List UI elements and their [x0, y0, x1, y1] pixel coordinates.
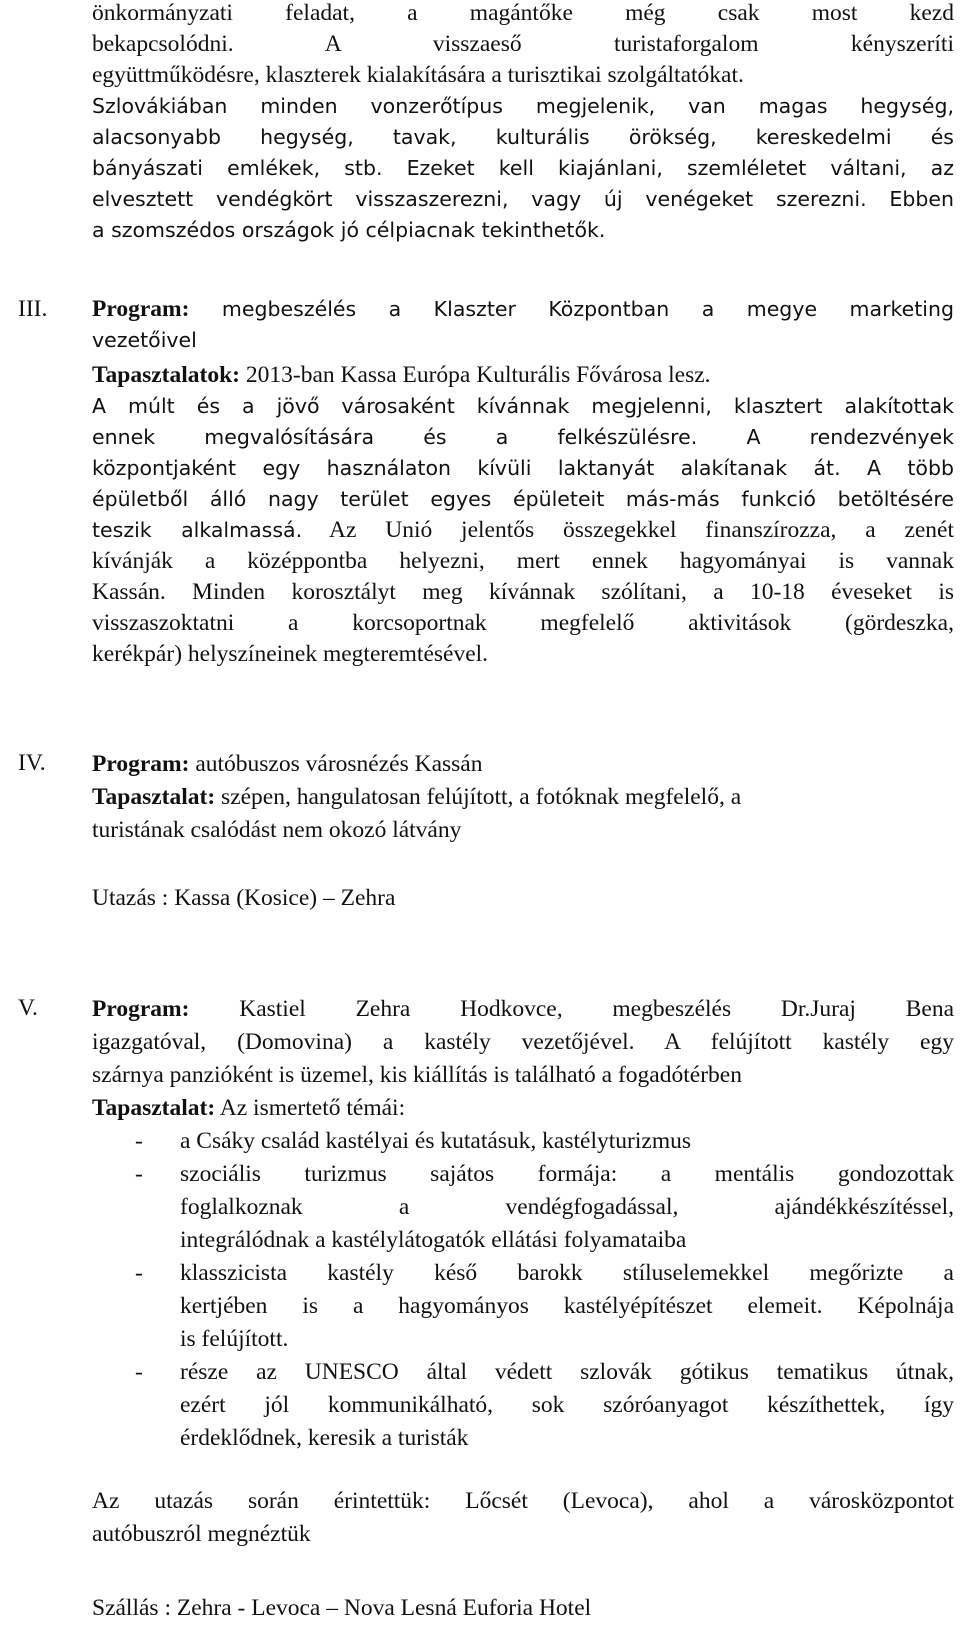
section3-sans-paragraph — [92, 391, 954, 515]
text-line: vezetőivel — [92, 328, 197, 352]
text-fragment: teszik alkalmassá. — [92, 518, 303, 542]
text-line: bányászati emlékek, stb. Ezeket kell kiajánlani, szemléletet váltani, az — [92, 156, 954, 180]
program-label: Program: — [92, 296, 190, 322]
text-line: a Csáky család kastélyai és kutatásuk, kastélyturizmus — [180, 1128, 691, 1154]
trip-paragraph — [92, 1485, 954, 1551]
text-line — [92, 993, 954, 1026]
text-line: igazgatóval, (Domovina) a kastély vezetőjével. A felújított kastély egy — [92, 1029, 954, 1055]
experience-label: Tapasztalat: — [92, 784, 216, 810]
text-line: klasszicista kastély késő barokk stíluselemekkel megőrizte a — [180, 1260, 954, 1286]
list-item — [135, 1356, 954, 1455]
text-line: része az UNESCO által védett szlovák gótikus tematikus útnak, — [180, 1359, 954, 1385]
text-line: Az utazás során érintettük: Lőcsét (Levoca), ahol a városközpontot — [92, 1488, 954, 1514]
section3-mixed-line — [92, 515, 954, 548]
section3-serif-paragraph — [92, 546, 954, 670]
text-line: épületből álló nagy terület egyes épületeit más-más funkció betöltésére — [92, 487, 954, 511]
experience-label: Tapasztalatok: — [92, 362, 240, 388]
text-line: központjaként egy használaton kívüli laktanyát alakítanak át. A több — [92, 456, 954, 480]
program-text: Kastiel Zehra Hodkovce, megbeszélés Dr.Juraj Bena — [239, 996, 955, 1022]
section-number: IV. — [18, 750, 46, 776]
experience-label: Tapasztalat: — [92, 1095, 216, 1121]
text-line: szárnya panzióként is üzemel, kis kiállítás is található a fogadótérben — [92, 1062, 742, 1088]
text-line: turistának csalódást nem okozó látvány — [92, 817, 462, 843]
text-line: kertjében is a hagyományos kastélyépítészet elemeit. Képolnája — [180, 1293, 954, 1319]
text-line: Szlovákiában minden vonzerőtípus megjelenik, van magas hegység, — [92, 94, 954, 118]
program-label: Program: — [92, 751, 190, 777]
text-line: visszaszoktatni a korcsoportnak megfelelő aktivitások (gördeszka, — [92, 610, 954, 636]
experience-text: 2013-ban Kassa Európa Kulturális Fővárosa lesz. — [245, 362, 711, 388]
bullet-dash: - — [135, 1260, 143, 1286]
text-fragment: Az Unió jelentős összegekkel finanszírozza, a zenét — [329, 517, 955, 543]
text-line: bekapcsolódni. A visszaeső turistaforgalom kényszeríti — [92, 31, 954, 57]
bullet-dash: - — [135, 1161, 143, 1187]
lodging-line — [92, 1592, 954, 1625]
text-line — [92, 294, 954, 325]
text-line — [92, 1092, 954, 1125]
list-item — [135, 1158, 954, 1257]
text-line: a szomszédos országok jó célpiacnak tekinthetők. — [92, 218, 606, 242]
list-item — [135, 1257, 954, 1356]
text-line: autóbuszról megnéztük — [92, 1521, 311, 1547]
section3-experience — [92, 360, 954, 391]
text-line: ezért jól kommunikálható, sok szóróanyagot készíthettek, így — [180, 1392, 954, 1418]
text-line: is felújított. — [180, 1326, 289, 1352]
text-line — [92, 360, 954, 391]
section5-program — [92, 993, 954, 1125]
text-line — [92, 515, 954, 548]
list-item — [135, 1125, 954, 1158]
experience-text: szépen, hangulatosan felújított, a fotóknak megfelelő, a — [221, 784, 742, 810]
bullet-dash: - — [135, 1128, 143, 1154]
bullet-dash: - — [135, 1359, 143, 1385]
text-line: kerékpár) helyszíneinek megteremtésével. — [92, 641, 489, 667]
text-line: alacsonyabb hegység, tavak, kulturális örökség, kereskedelmi és — [92, 125, 954, 149]
text-line: A múlt és a jövő városaként kívánnak megjelenni, klasztert alakítottak — [92, 394, 954, 418]
text-line — [92, 748, 954, 781]
section4-travel — [92, 882, 954, 915]
travel-line: Utazás : Kassa (Kosice) – Zehra — [92, 885, 396, 911]
section4-content — [92, 748, 954, 847]
text-line: elvesztett vendégkört visszaszerezni, vagy új venégeket szerezni. Ebben — [92, 187, 954, 211]
text-line: önkormányzati feladat, a magántőke még csak most kezd — [92, 0, 954, 26]
text-line: szociális turizmus sajátos formája: a mentális gondozottak — [180, 1161, 954, 1187]
section-number: III. — [18, 296, 48, 322]
intro-serif-paragraph — [92, 0, 954, 91]
program-text: megbeszélés a Klaszter Központban a megye marketing — [221, 297, 954, 321]
text-line: Kassán. Minden korosztályt meg kívánnak szólítani, a 10-18 éveseket is — [92, 579, 954, 605]
text-line: ennek megvalósítására és a felkészülésre. A rendezvények — [92, 425, 954, 449]
text-line: foglalkoznak a vendégfogadással, ajándékkészítéssel, — [180, 1194, 954, 1220]
program-label: Program: — [92, 996, 190, 1022]
program-text: autóbuszos városnézés Kassán — [195, 751, 483, 777]
text-line — [92, 781, 954, 814]
text-line: integrálódnak a kastélylátogatók ellátási folyamataiba — [180, 1227, 687, 1253]
section-number: V. — [18, 995, 38, 1021]
section3-program — [92, 294, 954, 356]
text-line: Szállás : Zehra - Levoca – Nova Lesná Euforia Hotel — [92, 1595, 592, 1621]
text-line: együttműködésre, klaszterek kialakítására a turisztikai szolgáltatókat. — [92, 62, 744, 88]
text-line: érdeklődnek, keresik a turisták — [180, 1425, 469, 1451]
experience-text: Az ismertető témái: — [219, 1095, 406, 1121]
intro-sans-paragraph — [92, 91, 954, 246]
text-line: kívánják a középpontba helyezni, mert ennek hagyományai is vannak — [92, 548, 954, 574]
